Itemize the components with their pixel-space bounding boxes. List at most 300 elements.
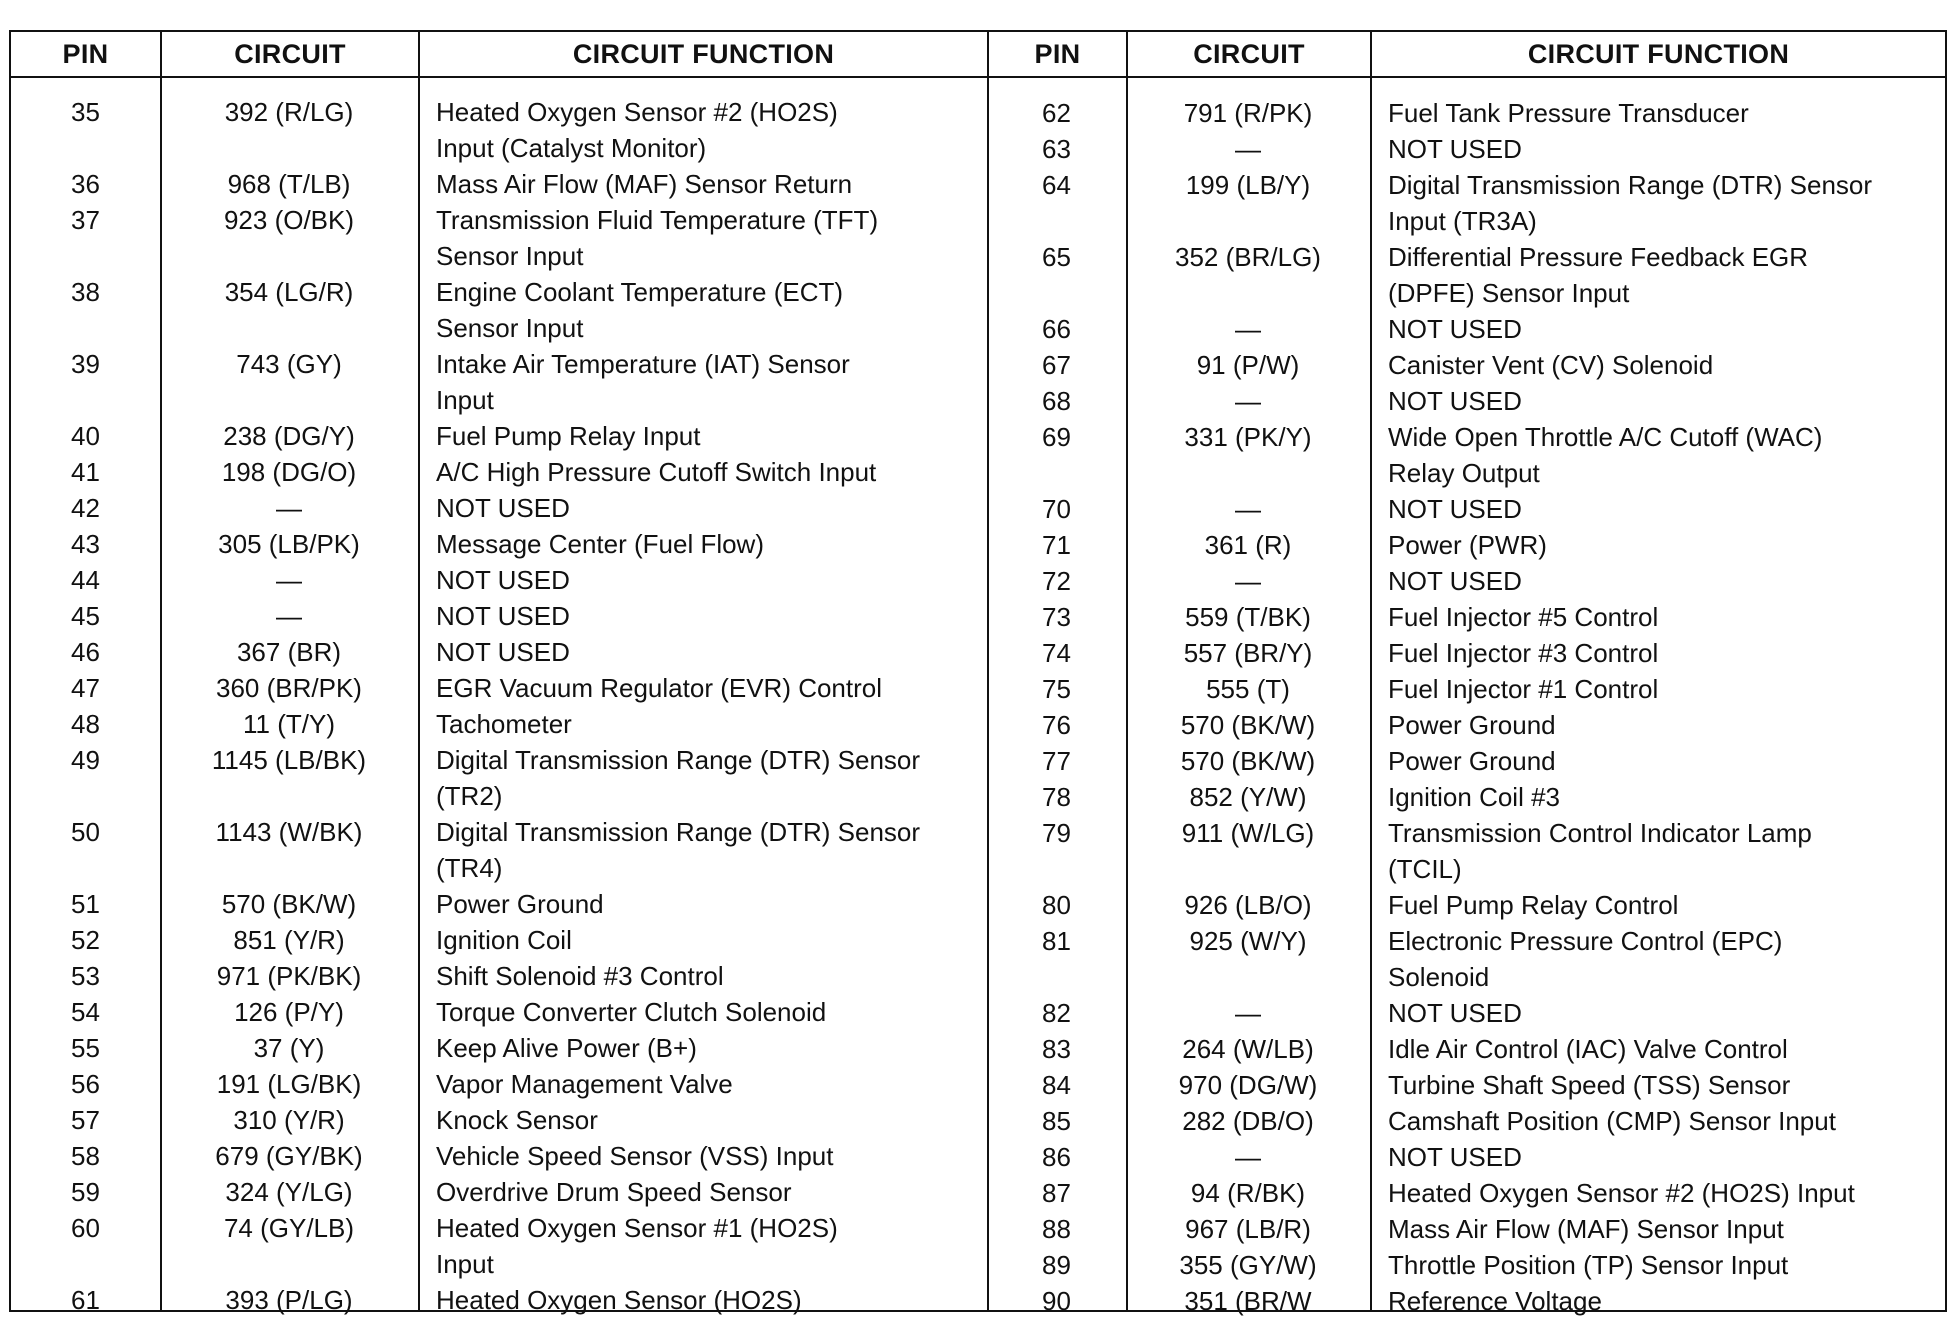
right-column-group	[987, 78, 1945, 1319]
pin-number: 73	[1042, 602, 1071, 632]
table-row	[987, 1139, 1945, 1175]
table-row	[11, 922, 987, 958]
pin-number: 52	[71, 925, 100, 955]
function-line: Sensor Input	[436, 313, 584, 343]
pin-number: 59	[71, 1177, 100, 1207]
circuit-function	[1370, 635, 1945, 671]
circuit-code: 911 (W/LG)	[1181, 818, 1315, 848]
pin-number: 47	[71, 673, 100, 703]
header-function-right: CIRCUIT FUNCTION	[1527, 39, 1790, 69]
circuit-code: 352 (BR/LG)	[1175, 242, 1321, 272]
circuit-function	[1370, 779, 1945, 815]
circuit-code: 74 (GY/LB)	[223, 1213, 355, 1243]
circuit-code: 367 (BR)	[236, 637, 342, 667]
circuit-function	[1370, 1103, 1945, 1139]
pin-number: 75	[1042, 674, 1071, 704]
circuit-code: —	[276, 565, 302, 595]
pin-number: 90	[1042, 1286, 1071, 1316]
function-line: NOT USED	[1388, 494, 1522, 524]
table-row	[987, 599, 1945, 635]
circuit-code: —	[276, 601, 302, 631]
circuit-code: 310 (Y/R)	[233, 1105, 345, 1135]
pin-number: 46	[71, 637, 100, 667]
table-row	[987, 995, 1945, 1031]
table-row	[11, 1174, 987, 1210]
table-row	[11, 634, 987, 670]
function-line: (TR4)	[436, 853, 503, 883]
table-row	[11, 274, 987, 346]
circuit-code: 355 (GY/W)	[1179, 1250, 1317, 1280]
table-row	[11, 1138, 987, 1174]
function-line: (DPFE) Sensor Input	[1388, 278, 1630, 308]
circuit-code: 126 (P/Y)	[234, 997, 344, 1027]
circuit-function	[418, 670, 987, 706]
table-row	[11, 346, 987, 418]
table-row	[987, 131, 1945, 167]
circuit-function	[418, 742, 987, 814]
circuit-function	[418, 418, 987, 454]
table-row	[11, 166, 987, 202]
circuit-code: 324 (Y/LG)	[225, 1177, 353, 1207]
function-line: Vehicle Speed Sensor (VSS) Input	[436, 1141, 834, 1171]
circuit-function	[418, 490, 987, 526]
circuit-code: 238 (DG/Y)	[223, 421, 355, 451]
circuit-code: 852 (Y/W)	[1189, 782, 1307, 812]
function-line: NOT USED	[436, 565, 570, 595]
circuit-code: 791 (R/PK)	[1183, 98, 1313, 128]
table-row	[11, 526, 987, 562]
function-line: Message Center (Fuel Flow)	[436, 529, 764, 559]
pin-number: 38	[71, 277, 100, 307]
function-line: Input (Catalyst Monitor)	[436, 133, 707, 163]
circuit-code: 925 (W/Y)	[1189, 926, 1307, 956]
circuit-code: 557 (BR/Y)	[1183, 638, 1313, 668]
circuit-code: 91 (P/W)	[1196, 350, 1300, 380]
circuit-code: 191 (LG/BK)	[216, 1069, 362, 1099]
pin-number: 85	[1042, 1106, 1071, 1136]
pin-number: 79	[1042, 818, 1071, 848]
pin-number: 48	[71, 709, 100, 739]
table-row	[11, 562, 987, 598]
table-row	[987, 347, 1945, 383]
circuit-function	[418, 1174, 987, 1210]
pin-number: 51	[71, 889, 100, 919]
function-line: NOT USED	[1388, 314, 1522, 344]
table-row	[987, 635, 1945, 671]
pin-number: 67	[1042, 350, 1071, 380]
circuit-code: 360 (BR/PK)	[216, 673, 362, 703]
function-line: EGR Vacuum Regulator (EVR) Control	[436, 673, 883, 703]
circuit-code: 305 (LB/PK)	[218, 529, 360, 559]
circuit-function	[418, 994, 987, 1030]
table-row	[11, 670, 987, 706]
circuit-code: 198 (DG/O)	[221, 457, 357, 487]
pin-number: 45	[71, 601, 100, 631]
table-row	[11, 742, 987, 814]
table-row	[987, 167, 1945, 239]
table-row	[987, 1211, 1945, 1247]
circuit-function	[418, 1210, 987, 1282]
function-line: Fuel Injector #1 Control	[1388, 674, 1659, 704]
table-row	[11, 814, 987, 886]
table-row	[11, 994, 987, 1030]
pin-number: 64	[1042, 170, 1071, 200]
pin-number: 63	[1042, 134, 1071, 164]
function-line: Shift Solenoid #3 Control	[436, 961, 724, 991]
circuit-code: —	[1235, 386, 1261, 416]
pin-number: 53	[71, 961, 100, 991]
circuit-function	[1370, 311, 1945, 347]
table-row	[11, 958, 987, 994]
pin-number: 56	[71, 1069, 100, 1099]
circuit-code: 331 (PK/Y)	[1184, 422, 1312, 452]
function-line: Keep Alive Power (B+)	[436, 1033, 697, 1063]
table-row	[987, 311, 1945, 347]
table-row	[987, 923, 1945, 995]
table-row	[987, 1175, 1945, 1211]
function-line: Power Ground	[436, 889, 604, 919]
pin-table	[9, 30, 1947, 1316]
function-line: Electronic Pressure Control (EPC)	[1388, 926, 1783, 956]
table-row	[11, 490, 987, 526]
pin-number: 54	[71, 997, 100, 1027]
table-row	[987, 1067, 1945, 1103]
circuit-function	[1370, 527, 1945, 563]
function-line: Knock Sensor	[436, 1105, 598, 1135]
function-line: Digital Transmission Range (DTR) Sensor	[1388, 170, 1873, 200]
function-line: Fuel Pump Relay Input	[436, 421, 701, 451]
circuit-function	[1370, 887, 1945, 923]
circuit-function	[1370, 707, 1945, 743]
pin-number: 36	[71, 169, 100, 199]
pin-number: 80	[1042, 890, 1071, 920]
circuit-code: 926 (LB/O)	[1184, 890, 1312, 920]
pin-number: 44	[71, 565, 100, 595]
function-line: Camshaft Position (CMP) Sensor Input	[1388, 1106, 1836, 1136]
pin-number: 74	[1042, 638, 1071, 668]
circuit-code: 559 (T/BK)	[1185, 602, 1311, 632]
circuit-function	[418, 202, 987, 274]
circuit-code: 1143 (W/BK)	[215, 817, 363, 847]
circuit-code: 968 (T/LB)	[227, 169, 351, 199]
circuit-function	[1370, 815, 1945, 887]
circuit-function	[418, 1138, 987, 1174]
header-function-left: CIRCUIT FUNCTION	[572, 39, 835, 69]
function-line: Engine Coolant Temperature (ECT)	[436, 277, 844, 307]
circuit-function	[1370, 419, 1945, 491]
circuit-code: 555 (T)	[1206, 674, 1290, 704]
circuit-code: 282 (DB/O)	[1182, 1106, 1314, 1136]
circuit-function	[418, 1066, 987, 1102]
function-line: Power Ground	[1388, 710, 1556, 740]
circuit-code: 199 (LB/Y)	[1185, 170, 1311, 200]
function-line: Mass Air Flow (MAF) Sensor Input	[1388, 1214, 1784, 1244]
circuit-code: 743 (GY)	[236, 349, 342, 379]
header-circuit-right: CIRCUIT	[1193, 39, 1305, 69]
circuit-function	[1370, 1211, 1945, 1247]
circuit-code: —	[1235, 134, 1261, 164]
function-line: Sensor Input	[436, 241, 584, 271]
table-row	[987, 1247, 1945, 1283]
circuit-function	[1370, 923, 1945, 995]
pin-number: 50	[71, 817, 100, 847]
pin-number: 66	[1042, 314, 1071, 344]
table-row	[11, 1066, 987, 1102]
function-line: Input (TR3A)	[1388, 206, 1537, 236]
function-line: NOT USED	[1388, 1142, 1522, 1172]
circuit-function	[418, 526, 987, 562]
circuit-code: —	[1235, 566, 1261, 596]
table-row	[987, 563, 1945, 599]
table-row	[987, 671, 1945, 707]
function-line: Ignition Coil #3	[1388, 782, 1560, 812]
circuit-code: 570 (BK/W)	[221, 889, 357, 919]
table-row	[11, 1102, 987, 1138]
pin-number: 84	[1042, 1070, 1071, 1100]
pin-number: 40	[71, 421, 100, 451]
pin-number: 72	[1042, 566, 1071, 596]
circuit-function	[1370, 383, 1945, 419]
circuit-function	[1370, 1031, 1945, 1067]
circuit-function	[1370, 347, 1945, 383]
circuit-function	[1370, 1139, 1945, 1175]
circuit-function	[1370, 239, 1945, 311]
function-line: Digital Transmission Range (DTR) Sensor	[436, 817, 921, 847]
circuit-code: 361 (R)	[1204, 530, 1292, 560]
function-line: Fuel Injector #5 Control	[1388, 602, 1659, 632]
table-row	[987, 527, 1945, 563]
pin-number: 42	[71, 493, 100, 523]
function-line: Fuel Tank Pressure Transducer	[1388, 98, 1749, 128]
table-row	[11, 418, 987, 454]
function-line: Fuel Injector #3 Control	[1388, 638, 1659, 668]
circuit-function	[1370, 1175, 1945, 1211]
function-line: Canister Vent (CV) Solenoid	[1388, 350, 1714, 380]
circuit-function	[1370, 563, 1945, 599]
circuit-code: —	[1235, 998, 1261, 1028]
table-row	[11, 454, 987, 490]
pin-number: 77	[1042, 746, 1071, 776]
header-row	[11, 32, 1945, 76]
function-line: Turbine Shaft Speed (TSS) Sensor	[1388, 1070, 1791, 1100]
pin-number: 39	[71, 349, 100, 379]
table-row	[987, 887, 1945, 923]
function-line: NOT USED	[1388, 386, 1522, 416]
function-line: Wide Open Throttle A/C Cutoff (WAC)	[1388, 422, 1823, 452]
table-row	[987, 779, 1945, 815]
circuit-function	[1370, 167, 1945, 239]
circuit-function	[418, 1030, 987, 1066]
pin-number: 60	[71, 1213, 100, 1243]
function-line: Reference Voltage	[1388, 1286, 1602, 1316]
table-row	[987, 239, 1945, 311]
circuit-function	[418, 94, 987, 166]
circuit-code: 970 (DG/W)	[1178, 1070, 1318, 1100]
function-line: Relay Output	[1388, 458, 1540, 488]
table-row	[987, 95, 1945, 131]
pin-number: 55	[71, 1033, 100, 1063]
table-row	[987, 743, 1945, 779]
circuit-function	[418, 1282, 987, 1318]
circuit-code: 351 (BR/W	[1184, 1286, 1312, 1316]
circuit-function	[418, 562, 987, 598]
pin-number: 82	[1042, 998, 1071, 1028]
circuit-code: —	[276, 493, 302, 523]
function-line: Power (PWR)	[1388, 530, 1547, 560]
function-line: Throttle Position (TP) Sensor Input	[1388, 1250, 1789, 1280]
circuit-function	[418, 634, 987, 670]
pin-number: 70	[1042, 494, 1071, 524]
pin-number: 57	[71, 1105, 100, 1135]
circuit-code: 1145 (LB/BK)	[211, 745, 367, 775]
pin-number: 89	[1042, 1250, 1071, 1280]
function-line: Intake Air Temperature (IAT) Sensor	[436, 349, 850, 379]
pin-number: 78	[1042, 782, 1071, 812]
circuit-function	[418, 706, 987, 742]
pin-number: 71	[1042, 530, 1071, 560]
circuit-function	[418, 598, 987, 634]
circuit-code: —	[1235, 494, 1261, 524]
circuit-code: 11 (T/Y)	[243, 709, 335, 739]
table-row	[11, 202, 987, 274]
pin-number: 41	[71, 457, 100, 487]
function-line: NOT USED	[1388, 566, 1522, 596]
function-line: Ignition Coil	[436, 925, 572, 955]
circuit-code: 971 (PK/BK)	[216, 961, 362, 991]
function-line: Solenoid	[1388, 962, 1490, 992]
table-row	[11, 1030, 987, 1066]
pin-number: 62	[1042, 98, 1071, 128]
circuit-function	[418, 454, 987, 490]
function-line: NOT USED	[436, 493, 570, 523]
circuit-code: 923 (O/BK)	[223, 205, 355, 235]
pin-number: 87	[1042, 1178, 1071, 1208]
circuit-code: 354 (LG/R)	[224, 277, 354, 307]
function-line: Input	[436, 385, 494, 415]
circuit-function	[1370, 131, 1945, 167]
circuit-function	[418, 922, 987, 958]
table-row	[987, 491, 1945, 527]
function-line: Idle Air Control (IAC) Valve Control	[1388, 1034, 1788, 1064]
table-row	[987, 707, 1945, 743]
pin-number: 81	[1042, 926, 1071, 956]
header-circuit-left: CIRCUIT	[234, 39, 346, 69]
function-line: NOT USED	[436, 601, 570, 631]
function-line: Mass Air Flow (MAF) Sensor Return	[436, 169, 853, 199]
table-row	[11, 1282, 987, 1318]
circuit-function	[1370, 743, 1945, 779]
table-row	[987, 1103, 1945, 1139]
pin-number: 83	[1042, 1034, 1071, 1064]
table-row	[11, 598, 987, 634]
circuit-function	[418, 958, 987, 994]
function-line: Heated Oxygen Sensor (HO2S)	[436, 1285, 802, 1315]
table-row	[11, 94, 987, 166]
function-line: (TCIL)	[1388, 854, 1462, 884]
table-row	[11, 1210, 987, 1282]
function-line: NOT USED	[1388, 134, 1522, 164]
circuit-code: 679 (GY/BK)	[215, 1141, 363, 1171]
table-row	[987, 815, 1945, 887]
circuit-code: 393 (P/LG)	[225, 1285, 353, 1315]
function-line: Heated Oxygen Sensor #1 (HO2S)	[436, 1213, 838, 1243]
table-row	[11, 886, 987, 922]
circuit-code: 967 (LB/R)	[1185, 1214, 1311, 1244]
function-line: Overdrive Drum Speed Sensor	[436, 1177, 792, 1207]
function-line: Power Ground	[1388, 746, 1556, 776]
pin-number: 86	[1042, 1142, 1071, 1172]
function-line: Transmission Fluid Temperature (TFT)	[436, 205, 879, 235]
circuit-function	[418, 814, 987, 886]
pin-number: 61	[71, 1285, 100, 1315]
function-line: A/C High Pressure Cutoff Switch Input	[436, 457, 877, 487]
pin-number: 69	[1042, 422, 1071, 452]
table-row	[987, 419, 1945, 491]
circuit-function	[418, 274, 987, 346]
circuit-code: 392 (R/LG)	[224, 97, 354, 127]
circuit-function	[1370, 995, 1945, 1031]
function-line: Differential Pressure Feedback EGR	[1388, 242, 1809, 272]
circuit-function	[418, 166, 987, 202]
circuit-function	[1370, 671, 1945, 707]
circuit-function	[1370, 1283, 1945, 1319]
pin-number: 37	[71, 205, 100, 235]
circuit-code: 264 (W/LB)	[1182, 1034, 1314, 1064]
circuit-function	[418, 346, 987, 418]
pin-number: 58	[71, 1141, 100, 1171]
pin-number: 43	[71, 529, 100, 559]
function-line: Torque Converter Clutch Solenoid	[436, 997, 827, 1027]
function-line: Heated Oxygen Sensor #2 (HO2S) Input	[1388, 1178, 1855, 1208]
function-line: NOT USED	[1388, 998, 1522, 1028]
function-line: NOT USED	[436, 637, 570, 667]
circuit-code: 570 (BK/W)	[1180, 710, 1316, 740]
pin-number: 65	[1042, 242, 1071, 272]
circuit-code: 851 (Y/R)	[233, 925, 345, 955]
circuit-function	[1370, 599, 1945, 635]
pin-number: 88	[1042, 1214, 1071, 1244]
circuit-function	[1370, 1247, 1945, 1283]
function-line: Fuel Pump Relay Control	[1388, 890, 1679, 920]
pin-number: 35	[71, 97, 100, 127]
function-line: Transmission Control Indicator Lamp	[1388, 818, 1812, 848]
table-row	[987, 1031, 1945, 1067]
table-row	[987, 1283, 1945, 1319]
function-line: Vapor Management Valve	[436, 1069, 733, 1099]
function-line: Tachometer	[436, 709, 572, 739]
circuit-code: —	[1235, 314, 1261, 344]
circuit-function	[1370, 1067, 1945, 1103]
pin-number: 76	[1042, 710, 1071, 740]
header-pin-right: PIN	[1034, 39, 1081, 69]
left-column-group	[11, 78, 987, 1318]
circuit-code: 570 (BK/W)	[1180, 746, 1316, 776]
function-line: Input	[436, 1249, 494, 1279]
header-pin-left: PIN	[62, 39, 109, 69]
table-row	[987, 383, 1945, 419]
function-line: (TR2)	[436, 781, 503, 811]
function-line: Digital Transmission Range (DTR) Sensor	[436, 745, 921, 775]
pin-number: 68	[1042, 386, 1071, 416]
table-row	[11, 706, 987, 742]
function-line: Heated Oxygen Sensor #2 (HO2S)	[436, 97, 838, 127]
circuit-function	[1370, 95, 1945, 131]
circuit-code: 94 (R/BK)	[1190, 1178, 1306, 1208]
circuit-function	[1370, 491, 1945, 527]
pin-number: 49	[71, 745, 100, 775]
circuit-code: 37 (Y)	[253, 1033, 325, 1063]
circuit-code: —	[1235, 1142, 1261, 1172]
